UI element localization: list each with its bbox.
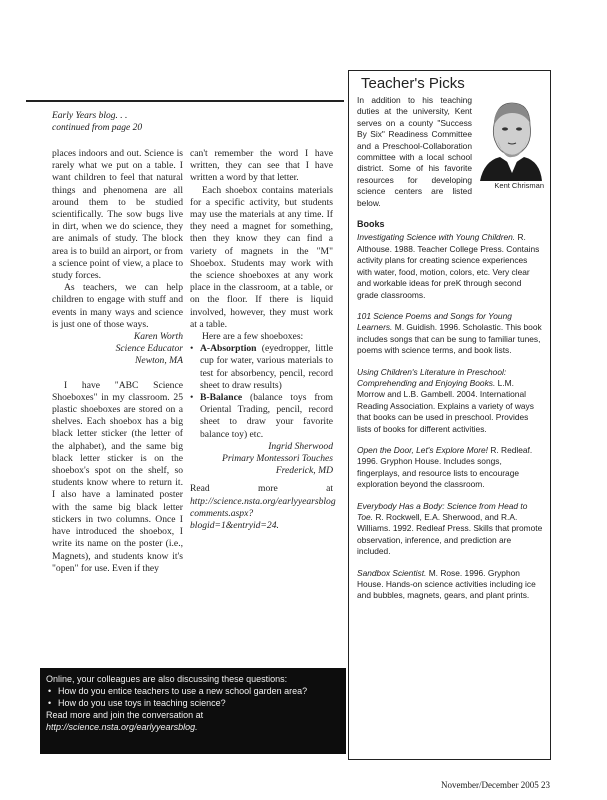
book-title: Sandbox Scientist. [357,567,427,578]
shoebox-bullet-b [190,392,333,441]
bullet-a-text: (eyedropper, little cup for water, various materials to test for absorbency, pencil, record sheet to draw results) [200,343,333,391]
discussion-outro-text: Read more and join the conversation at [46,710,204,720]
book-entry [357,568,544,602]
book-title: Open the Door, Let's Explore More! [357,444,489,455]
read-more-label: Read more at [190,483,333,495]
discussion-question-2-text: How do you use toys in teaching science? [58,698,226,708]
discussion-question-1-text: How do you entice teachers to use a new school garden area? [58,686,308,696]
book-description: M. Guidish. 1996. Scholastic. This book includes songs that can be sung to familiar tunes, poems with science terms, and book lists. [357,322,542,356]
book-description: L.M. Morrow and L.B. Gambell. 2004. International Reading Association. Explains a variety of ways that books can be used in preschool. Provides lists of books for different activities. [357,377,534,434]
page-footer: November/December 2005 23 [441,780,550,790]
book-entry [357,367,544,435]
bullet-b-text: (balance toys from Oriental Trading, pencil, record sheet to draw your favorite balance toy) etc. [200,392,333,440]
bullet-dot-icon: • [190,343,194,355]
book-description: R. Althouse. 1988. Teacher College Press. Contains activity plans for creating science experiences with water, food, motion, colors, etc. Very clear and workable ideas for preK through second grade classrooms. [357,232,540,300]
signature-2-name: Ingrid Sherwood [268,440,333,452]
book-entry [357,311,544,357]
bullet-b-label: B-Balance [200,392,243,404]
col2-paragraph-2: Each shoebox contains materials for a specific activity, but students may use the materials at any time. If they need a magnet for something, then they know they can find a variety of magnets in the "M" Shoebox. Students may work with the science shoeboxes at any work place in the classroom, at a table, or on the floor. If there is liquid involved, however, they must work at a table. [190,184,333,330]
signature-1 [52,331,183,368]
teachers-picks-sidebar [348,70,551,760]
col2-paragraph-3: Here are a few shoeboxes: [202,331,304,343]
top-rule [26,100,344,102]
discussion-box [40,668,346,754]
discussion-question-2 [46,697,340,709]
book-entry [357,501,544,558]
book-title: Using Children's Literature in Preschool: Comprehending and Enjoying Books. [357,366,507,388]
bullet-dot-icon: • [48,686,52,696]
bullet-dot-icon: • [190,392,194,404]
col1-paragraph-1: places indoors and out. Science is rarely what we put on a table. I want children to feel that natural things and phenomena are all around them to be studied scientifically. The sow bugs live in dirt, when we do science, they are animals of study. The block area is to build an airport, or from a science point of view, a place to study forces. [52,148,183,282]
book-description: R. Rockwell, E.A. Sherwood, and R.A. Williams. 1992. Redleaf Press. Skills that promote observation, inference, and prediction are included. [357,512,543,557]
books-heading: Books [357,219,385,230]
col2-paragraph-1: can't remember the word I have written, they can see that I have written a word by that letter. [190,148,333,184]
article-column-2 [190,148,336,532]
book-title: 101 Science Poems and Songs for Young Learners. [357,310,512,333]
sidebar-intro: In addition to his teaching duties at the university, Kent serves on a county "Success By Six" Readiness Committee and a Preschool-Collaboration committee with a local school district. Some of his favorite resources for developing science centers are listed below. [357,95,472,208]
signature-1-place: Newton, MA [135,355,183,367]
article-column-1 [52,148,183,575]
book-entry [357,232,544,300]
book-description: M. Rose. 1996. Gryphon House. Hands-on science activities including ice and bubbles, magnets, gears, and plant prints. [357,567,536,601]
bullet-a-label: A-Absorption [200,343,257,355]
shoebox-bullet-a [190,343,333,392]
continued-line-1: Early Years blog. . . [52,111,128,121]
discussion-link[interactable]: http://science.nsta.org/earlyyearsblog. [46,722,198,732]
read-more-link[interactable]: http://science.nsta.org/earlyyearsblog comments.aspx?blogid=1&entryid=24. [190,495,336,532]
signature-2 [190,441,333,478]
continued-note [52,110,252,134]
col1-paragraph-3: I have "ABC Science Shoeboxes" in my classroom. 25 plastic shoeboxes are stored on a shelves. Each shoebox has a big black letter sticker (the letter of the alphabet), and the same big black letter sticker is on the shoebox's spot on the shelf, so students know where to return it. I also have a laminated poster with the same big black letter stickers in two columns. Once I have introduced the shoebox, I write its name on the poster (i.e., Magnets), and students know it's "open" for use. Even if they [52,379,183,574]
book-title: Everybody Has a Body: Science from Head to Toe. [357,500,528,522]
bullet-dot-icon: • [48,698,52,708]
signature-2-org: Primary Montessori Touches [221,453,333,465]
book-entry [357,445,544,491]
author-photo [478,95,544,191]
discussion-intro: Online, your colleagues are also discussing these questions: [46,674,288,684]
book-description: R. Redleaf. 1996. Gryphon House. Includes songs, fingerplays, and resource lists to encourage exploration beyond the classroom. [357,444,533,490]
read-more-line [190,483,336,532]
signature-1-org: Science Educator [115,343,183,355]
portrait-icon [478,95,544,181]
continued-line-2: continued from page 20 [52,123,143,133]
signature-2-place: Frederick, MD [275,465,333,477]
sidebar-intro-block [357,95,544,209]
col1-paragraph-2: As teachers, we can help children to engage with stuff and events in many ways and science is just one of those ways. [52,282,183,330]
photo-caption: Kent Chrisman [494,181,544,190]
discussion-outro [46,709,340,733]
book-title: Investigating Science with Young Children. [357,232,516,243]
signature-1-name: Karen Worth [133,331,183,343]
discussion-question-1 [46,685,340,697]
sidebar-title: Teacher's Picks [361,75,465,92]
